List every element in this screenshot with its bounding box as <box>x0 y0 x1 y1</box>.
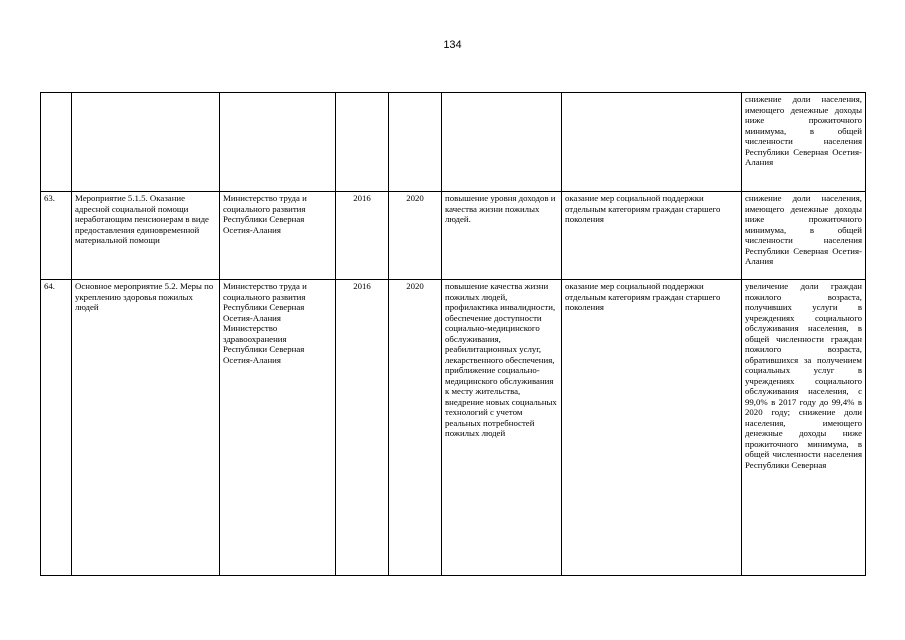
measure-name: Основное мероприятие 5.2. Меры по укреплению здоровья пожилых людей <box>72 280 220 576</box>
row-number: 64. <box>41 280 72 576</box>
end-year: 2020 <box>389 192 442 280</box>
table-row <box>41 93 866 192</box>
expected-result: повышение качества жизни пожилых людей, профилактика инвалидности, обеспечение доступности социально-медицинского обслуживания, реабилитационных услуг, лекарственного обеспечения, приближение социально-медицинского обслуживания к месту жительства, внедрение новых социальных технологий с учетом реальных потребностей пожилых людей <box>442 280 562 576</box>
row-number <box>41 93 72 192</box>
expected-result <box>442 93 562 192</box>
executor: Министерство труда и социального развития Республики Северная Осетия-Алания Министерство здравоохранения Республики Северная Осетия-Алания <box>220 280 336 576</box>
end-year <box>389 93 442 192</box>
start-year: 2016 <box>336 192 389 280</box>
program-measures-table <box>40 92 866 576</box>
row-number: 63. <box>41 192 72 280</box>
expected-result: повышение уровня доходов и качества жизни пожилых людей. <box>442 192 562 280</box>
measure-name <box>72 93 220 192</box>
activity-description: оказание мер социальной поддержки отдельным категориям граждан старшего поколения <box>562 192 742 280</box>
executor: Министерство труда и социального развития Республики Северная Осетия-Алания <box>220 192 336 280</box>
page-number: 134 <box>443 39 462 51</box>
executor <box>220 93 336 192</box>
end-year: 2020 <box>389 280 442 576</box>
table-row <box>41 192 866 280</box>
activity-description <box>562 93 742 192</box>
activity-description: оказание мер социальной поддержки отдельным категориям граждан старшего поколения <box>562 280 742 576</box>
target-indicator: снижение доли населения, имеющего денежные доходы ниже прожиточного минимума, в общей численности населения Республики Северная Осетия-Алания <box>742 93 866 192</box>
start-year <box>336 93 389 192</box>
target-indicator: снижение доли населения, имеющего денежные доходы ниже прожиточного минимума, в общей численности населения Республики Северная Осетия-Алания <box>742 192 866 280</box>
target-indicator: увеличение доли граждан пожилого возраста, получивших услуги в учреждениях социального обслуживания населения, в общей численности граждан пожилого возраста, обратившихся за получением социальных услуг в учреждениях социального обслуживания населения, с 99,0% в 2017 году до 99,4% в 2020 году; снижение доли населения, имеющего денежные доходы ниже прожиточного минимума, в общей численности населения Республики Северная <box>742 280 866 576</box>
start-year: 2016 <box>336 280 389 576</box>
measure-name: Мероприятие 5.1.5. Оказание адресной социальной помощи неработающим пенсионерам в виде предоставления единовременной материальной помощи <box>72 192 220 280</box>
table-row <box>41 280 866 576</box>
